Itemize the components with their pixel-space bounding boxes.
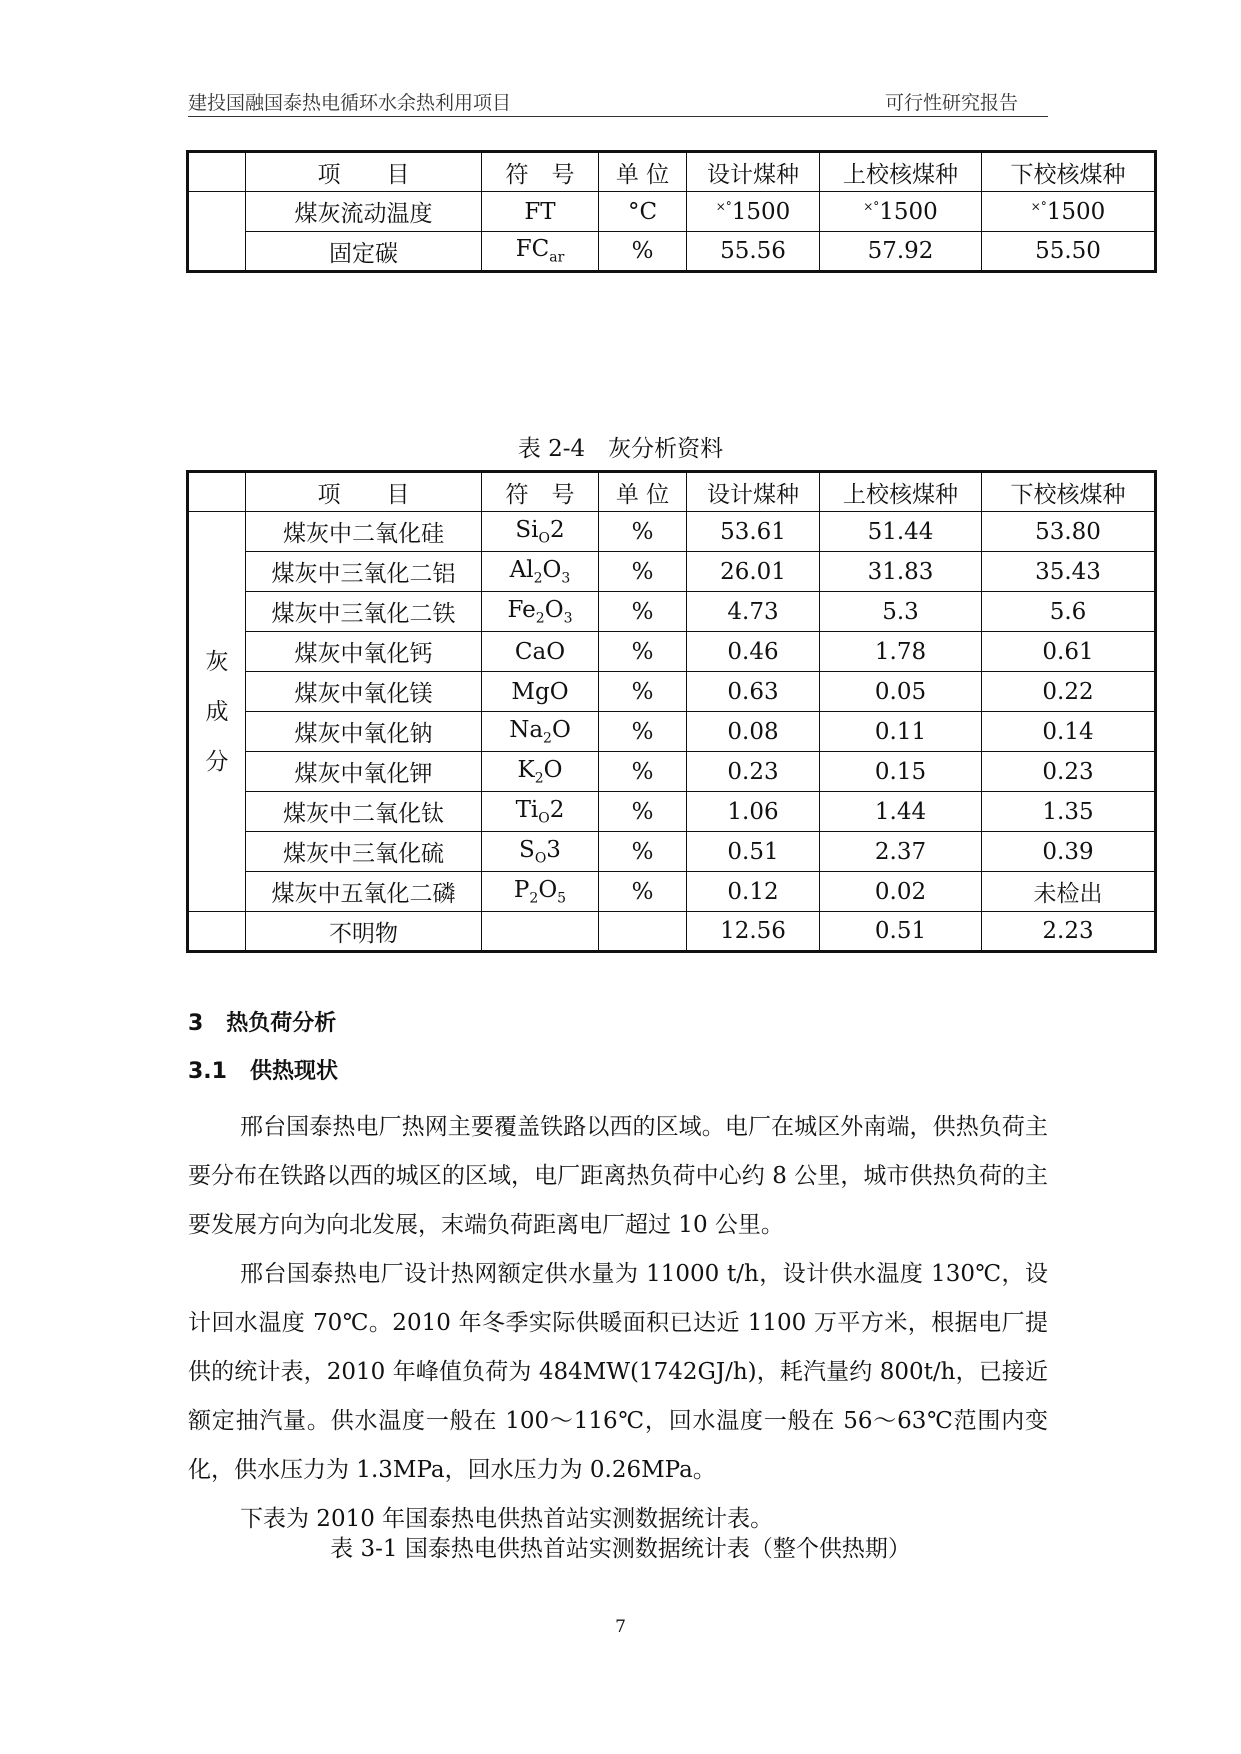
- value-lower: 0.23: [982, 752, 1156, 792]
- item-name: 固定碳: [246, 232, 482, 272]
- item-unit: %: [599, 232, 687, 272]
- header-cell: 项 目: [246, 472, 482, 512]
- group-label-char: 成: [205, 698, 229, 725]
- item-symbol: $FC_{ar}$: [482, 232, 599, 272]
- value-lower: 55.50: [982, 232, 1156, 272]
- value-upper: 51.44: [820, 512, 982, 552]
- item-symbol: $S_O3$: [482, 832, 599, 872]
- value-lower: 0.14: [982, 712, 1156, 752]
- table-row: [188, 912, 1156, 952]
- value-lower: 0.61: [982, 632, 1156, 672]
- table-row: [188, 672, 1156, 712]
- value-design: 55.56: [687, 232, 820, 272]
- item-name: 煤灰中氧化钠: [246, 712, 482, 752]
- value-design: 53.61: [687, 512, 820, 552]
- value-lower: 2.23: [982, 912, 1156, 952]
- table-row: [188, 552, 1156, 592]
- item-unit: %: [599, 632, 687, 672]
- item-name: 煤灰中三氧化硫: [246, 832, 482, 872]
- item-name: 煤灰中氧化镁: [246, 672, 482, 712]
- group-cell: [188, 912, 246, 952]
- value-lower: 未检出: [982, 872, 1156, 912]
- table-row: [188, 512, 1156, 552]
- item-name: 煤灰中二氧化钛: [246, 792, 482, 832]
- page-header: [188, 88, 1048, 117]
- item-name: 煤灰中氧化钾: [246, 752, 482, 792]
- value-upper: 0.51: [820, 912, 982, 952]
- value-upper: 0.02: [820, 872, 982, 912]
- group-label-char: 灰: [205, 648, 229, 675]
- section-heading-3-1: 3.1 供热现状: [188, 1059, 338, 1084]
- value-design: ×°1500: [687, 192, 820, 232]
- header-cell: 下校核煤种: [982, 472, 1156, 512]
- table-caption: 表 2-4 灰分析资料: [517, 436, 724, 462]
- header-cell: [188, 152, 246, 192]
- item-unit: %: [599, 592, 687, 632]
- item-symbol: $P_2O_5$: [482, 872, 599, 912]
- item-unit: %: [599, 832, 687, 872]
- item-name: 煤灰中二氧化硅: [246, 512, 482, 552]
- header-cell: 设计煤种: [687, 152, 820, 192]
- item-name: 煤灰中三氧化二铝: [246, 552, 482, 592]
- header-cell: 项 目: [246, 152, 482, 192]
- item-name: 不明物: [246, 912, 482, 952]
- value-upper: 0.15: [820, 752, 982, 792]
- value-upper: 1.44: [820, 792, 982, 832]
- group-cell: [188, 192, 246, 272]
- item-symbol: FT: [482, 192, 599, 232]
- value-lower: 0.22: [982, 672, 1156, 712]
- item-name: 煤灰流动温度: [246, 192, 482, 232]
- ash-analysis-table: [186, 470, 1157, 953]
- table-row: [188, 712, 1156, 752]
- item-symbol: CaO: [482, 632, 599, 672]
- table-header-row: [188, 152, 1156, 192]
- value-upper: 31.83: [820, 552, 982, 592]
- item-unit: %: [599, 712, 687, 752]
- value-design: 12.56: [687, 912, 820, 952]
- value-lower: 5.6: [982, 592, 1156, 632]
- paragraph: 下表为 2010 年国泰热电供热首站实测数据统计表。: [240, 1506, 774, 1532]
- value-lower: 35.43: [982, 552, 1156, 592]
- table-row: [188, 752, 1156, 792]
- value-upper: 2.37: [820, 832, 982, 872]
- item-unit: %: [599, 792, 687, 832]
- table-row: [188, 872, 1156, 912]
- item-symbol: $Na_2O$: [482, 712, 599, 752]
- item-name: 煤灰中五氧化二磷: [246, 872, 482, 912]
- value-upper: 0.11: [820, 712, 982, 752]
- value-upper: 57.92: [820, 232, 982, 272]
- page-number: 7: [615, 1617, 626, 1637]
- coal-property-table-continued: [186, 150, 1157, 273]
- table-row: [188, 192, 1156, 232]
- value-design: 0.12: [687, 872, 820, 912]
- table-header-row: [188, 472, 1156, 512]
- table-row: [188, 792, 1156, 832]
- header-cell: 上校核煤种: [820, 152, 982, 192]
- header-cell: 下校核煤种: [982, 152, 1156, 192]
- value-upper: 0.05: [820, 672, 982, 712]
- header-cell: [188, 472, 246, 512]
- value-lower: ×°1500: [982, 192, 1156, 232]
- value-design: 0.51: [687, 832, 820, 872]
- item-unit: %: [599, 552, 687, 592]
- item-symbol: $Ti_O2$: [482, 792, 599, 832]
- header-cell: 上校核煤种: [820, 472, 982, 512]
- item-unit: %: [599, 752, 687, 792]
- item-unit: %: [599, 672, 687, 712]
- header-project-title: 建投国融国泰热电循环水余热利用项目: [188, 92, 512, 114]
- value-upper: 1.78: [820, 632, 982, 672]
- group-label-char: 分: [205, 748, 229, 775]
- table-row: [188, 632, 1156, 672]
- table-row: [188, 232, 1156, 272]
- group-label-ash-composition: [188, 512, 246, 912]
- section-heading-3: 3 热负荷分析: [188, 1011, 337, 1036]
- value-upper: ×°1500: [820, 192, 982, 232]
- header-cell: 符 号: [482, 152, 599, 192]
- item-name: 煤灰中三氧化二铁: [246, 592, 482, 632]
- table-row: [188, 592, 1156, 632]
- header-cell: 符 号: [482, 472, 599, 512]
- item-symbol: [482, 912, 599, 952]
- value-design: 4.73: [687, 592, 820, 632]
- item-symbol: $Al_2O_3$: [482, 552, 599, 592]
- value-design: 0.23: [687, 752, 820, 792]
- value-lower: 0.39: [982, 832, 1156, 872]
- value-design: 26.01: [687, 552, 820, 592]
- item-unit: %: [599, 872, 687, 912]
- header-cell: 单 位: [599, 152, 687, 192]
- value-lower: 1.35: [982, 792, 1156, 832]
- header-cell: 设计煤种: [687, 472, 820, 512]
- table-row: [188, 832, 1156, 872]
- value-lower: 53.80: [982, 512, 1156, 552]
- item-symbol: $K_2O$: [482, 752, 599, 792]
- paragraph: 邢台国泰热电厂设计热网额定供水量为 11000 t/h，设计供水温度 130℃，设计回水温度 70℃。2010 年冬季实际供暖面积已达近 1100 万平方米，根据电厂提供的统计表，2010 年峰值负荷为 484MW(1742GJ/h)，耗汽量约 800t/h，已接近额定抽汽量。供水温度一般在 100～116℃，回水温度一般在 56～63℃范围内变化，供水压力为 1.3MPa，回水压力为 0.26MPa。: [188, 1261, 1048, 1483]
- paragraph: 邢台国泰热电厂热网主要覆盖铁路以西的区域。电厂在城区外南端，供热负荷主要分布在铁路以西的城区的区域，电厂距离热负荷中心约 8 公里，城市供热负荷的主要发展方向为向北发展，末端负荷距离电厂超过 10 公里。: [188, 1114, 1048, 1238]
- item-symbol: $Fe_2O_3$: [482, 592, 599, 632]
- value-upper: 5.3: [820, 592, 982, 632]
- value-design: 0.08: [687, 712, 820, 752]
- item-symbol: $Si_O2$: [482, 512, 599, 552]
- item-unit: °C: [599, 192, 687, 232]
- table-caption-3-1: 表 3-1 国泰热电供热首站实测数据统计表（整个供热期）: [330, 1536, 911, 1562]
- header-cell: 单 位: [599, 472, 687, 512]
- item-unit: [599, 912, 687, 952]
- body-text: [188, 1103, 1048, 1544]
- item-unit: %: [599, 512, 687, 552]
- item-name: 煤灰中氧化钙: [246, 632, 482, 672]
- value-design: 0.63: [687, 672, 820, 712]
- value-design: 0.46: [687, 632, 820, 672]
- value-design: 1.06: [687, 792, 820, 832]
- header-report-type: 可行性研究报告: [884, 92, 1018, 114]
- item-symbol: MgO: [482, 672, 599, 712]
